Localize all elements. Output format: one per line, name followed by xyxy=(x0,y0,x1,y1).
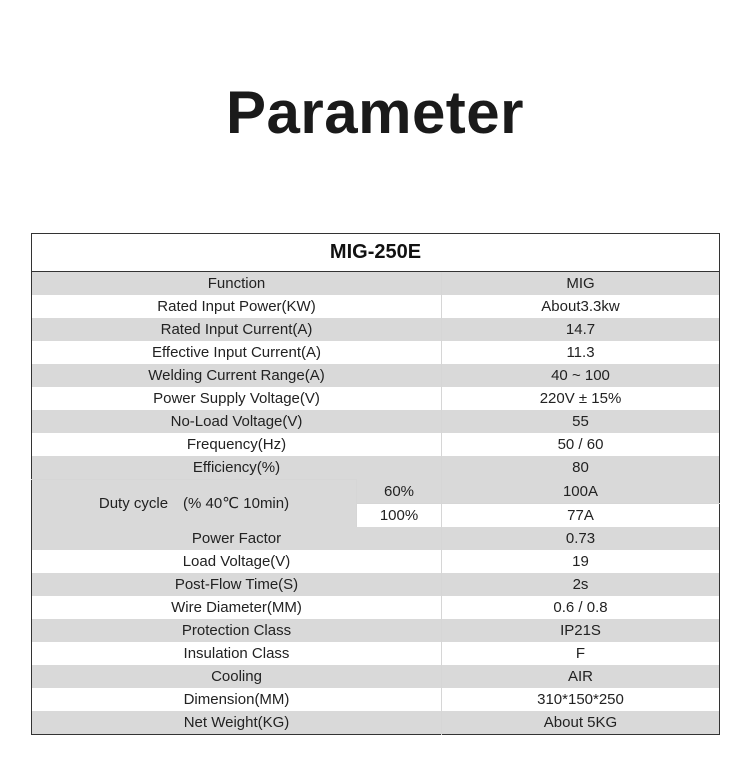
table-row xyxy=(32,341,720,364)
spec-label: Dimension(MM) xyxy=(32,688,442,711)
spec-value: 2s xyxy=(442,573,720,596)
table-row xyxy=(32,527,720,550)
spec-value: IP21S xyxy=(442,619,720,642)
spec-value: 50 / 60 xyxy=(442,433,720,456)
spec-label: Load Voltage(V) xyxy=(32,550,442,573)
model-name: MIG-250E xyxy=(32,234,720,272)
table-row xyxy=(32,272,720,296)
table-row xyxy=(32,573,720,596)
spec-label: Post-Flow Time(S) xyxy=(32,573,442,596)
spec-label: Effective Input Current(A) xyxy=(32,341,442,364)
spec-label: Rated Input Current(A) xyxy=(32,318,442,341)
duty-cycle-value: 77A xyxy=(442,503,720,527)
table-row xyxy=(32,295,720,318)
spec-value: 310*150*250 xyxy=(442,688,720,711)
spec-table xyxy=(31,233,720,735)
spec-value: 40 ~ 100 xyxy=(442,364,720,387)
table-row xyxy=(32,665,720,688)
table-row xyxy=(32,433,720,456)
table-row xyxy=(32,456,720,480)
spec-label: Wire Diameter(MM) xyxy=(32,596,442,619)
page-title: Parameter xyxy=(225,79,525,146)
spec-label: No-Load Voltage(V) xyxy=(32,410,442,433)
spec-label: Function xyxy=(32,272,442,296)
spec-value: F xyxy=(442,642,720,665)
table-row xyxy=(32,387,720,410)
spec-value: About 5KG xyxy=(442,711,720,735)
spec-value: 220V ± 15% xyxy=(442,387,720,410)
spec-label: Power Factor xyxy=(32,527,442,550)
duty-cycle-value: 100A xyxy=(442,480,720,504)
spec-value: 0.73 xyxy=(442,527,720,550)
spec-label: Insulation Class xyxy=(32,642,442,665)
table-row xyxy=(32,711,720,735)
duty-cycle-row xyxy=(32,480,720,504)
spec-label: Protection Class xyxy=(32,619,442,642)
spec-label: Cooling xyxy=(32,665,442,688)
spec-value: 55 xyxy=(442,410,720,433)
table-row xyxy=(32,619,720,642)
spec-value: 11.3 xyxy=(442,341,720,364)
spec-label: Efficiency(%) xyxy=(32,456,442,480)
spec-label: Power Supply Voltage(V) xyxy=(32,387,442,410)
table-row xyxy=(32,318,720,341)
spec-value: 19 xyxy=(442,550,720,573)
duty-cycle-percent: 100% xyxy=(357,503,442,527)
model-header-row xyxy=(32,234,720,272)
table-row xyxy=(32,596,720,619)
spec-value: About3.3kw xyxy=(442,295,720,318)
table-row xyxy=(32,642,720,665)
spec-value: 80 xyxy=(442,456,720,480)
spec-label: Rated Input Power(KW) xyxy=(32,295,442,318)
table-row xyxy=(32,550,720,573)
table-row xyxy=(32,364,720,387)
duty-cycle-label: Duty cycle (% 40℃ 10min) xyxy=(32,480,357,527)
table-row xyxy=(32,688,720,711)
spec-value: 0.6 / 0.8 xyxy=(442,596,720,619)
spec-value: AIR xyxy=(442,665,720,688)
spec-label: Net Weight(KG) xyxy=(32,711,442,735)
spec-label: Frequency(Hz) xyxy=(32,433,442,456)
table-row xyxy=(32,410,720,433)
spec-value: 14.7 xyxy=(442,318,720,341)
duty-cycle-percent: 60% xyxy=(357,480,442,504)
spec-label: Welding Current Range(A) xyxy=(32,364,442,387)
spec-value: MIG xyxy=(442,272,720,296)
